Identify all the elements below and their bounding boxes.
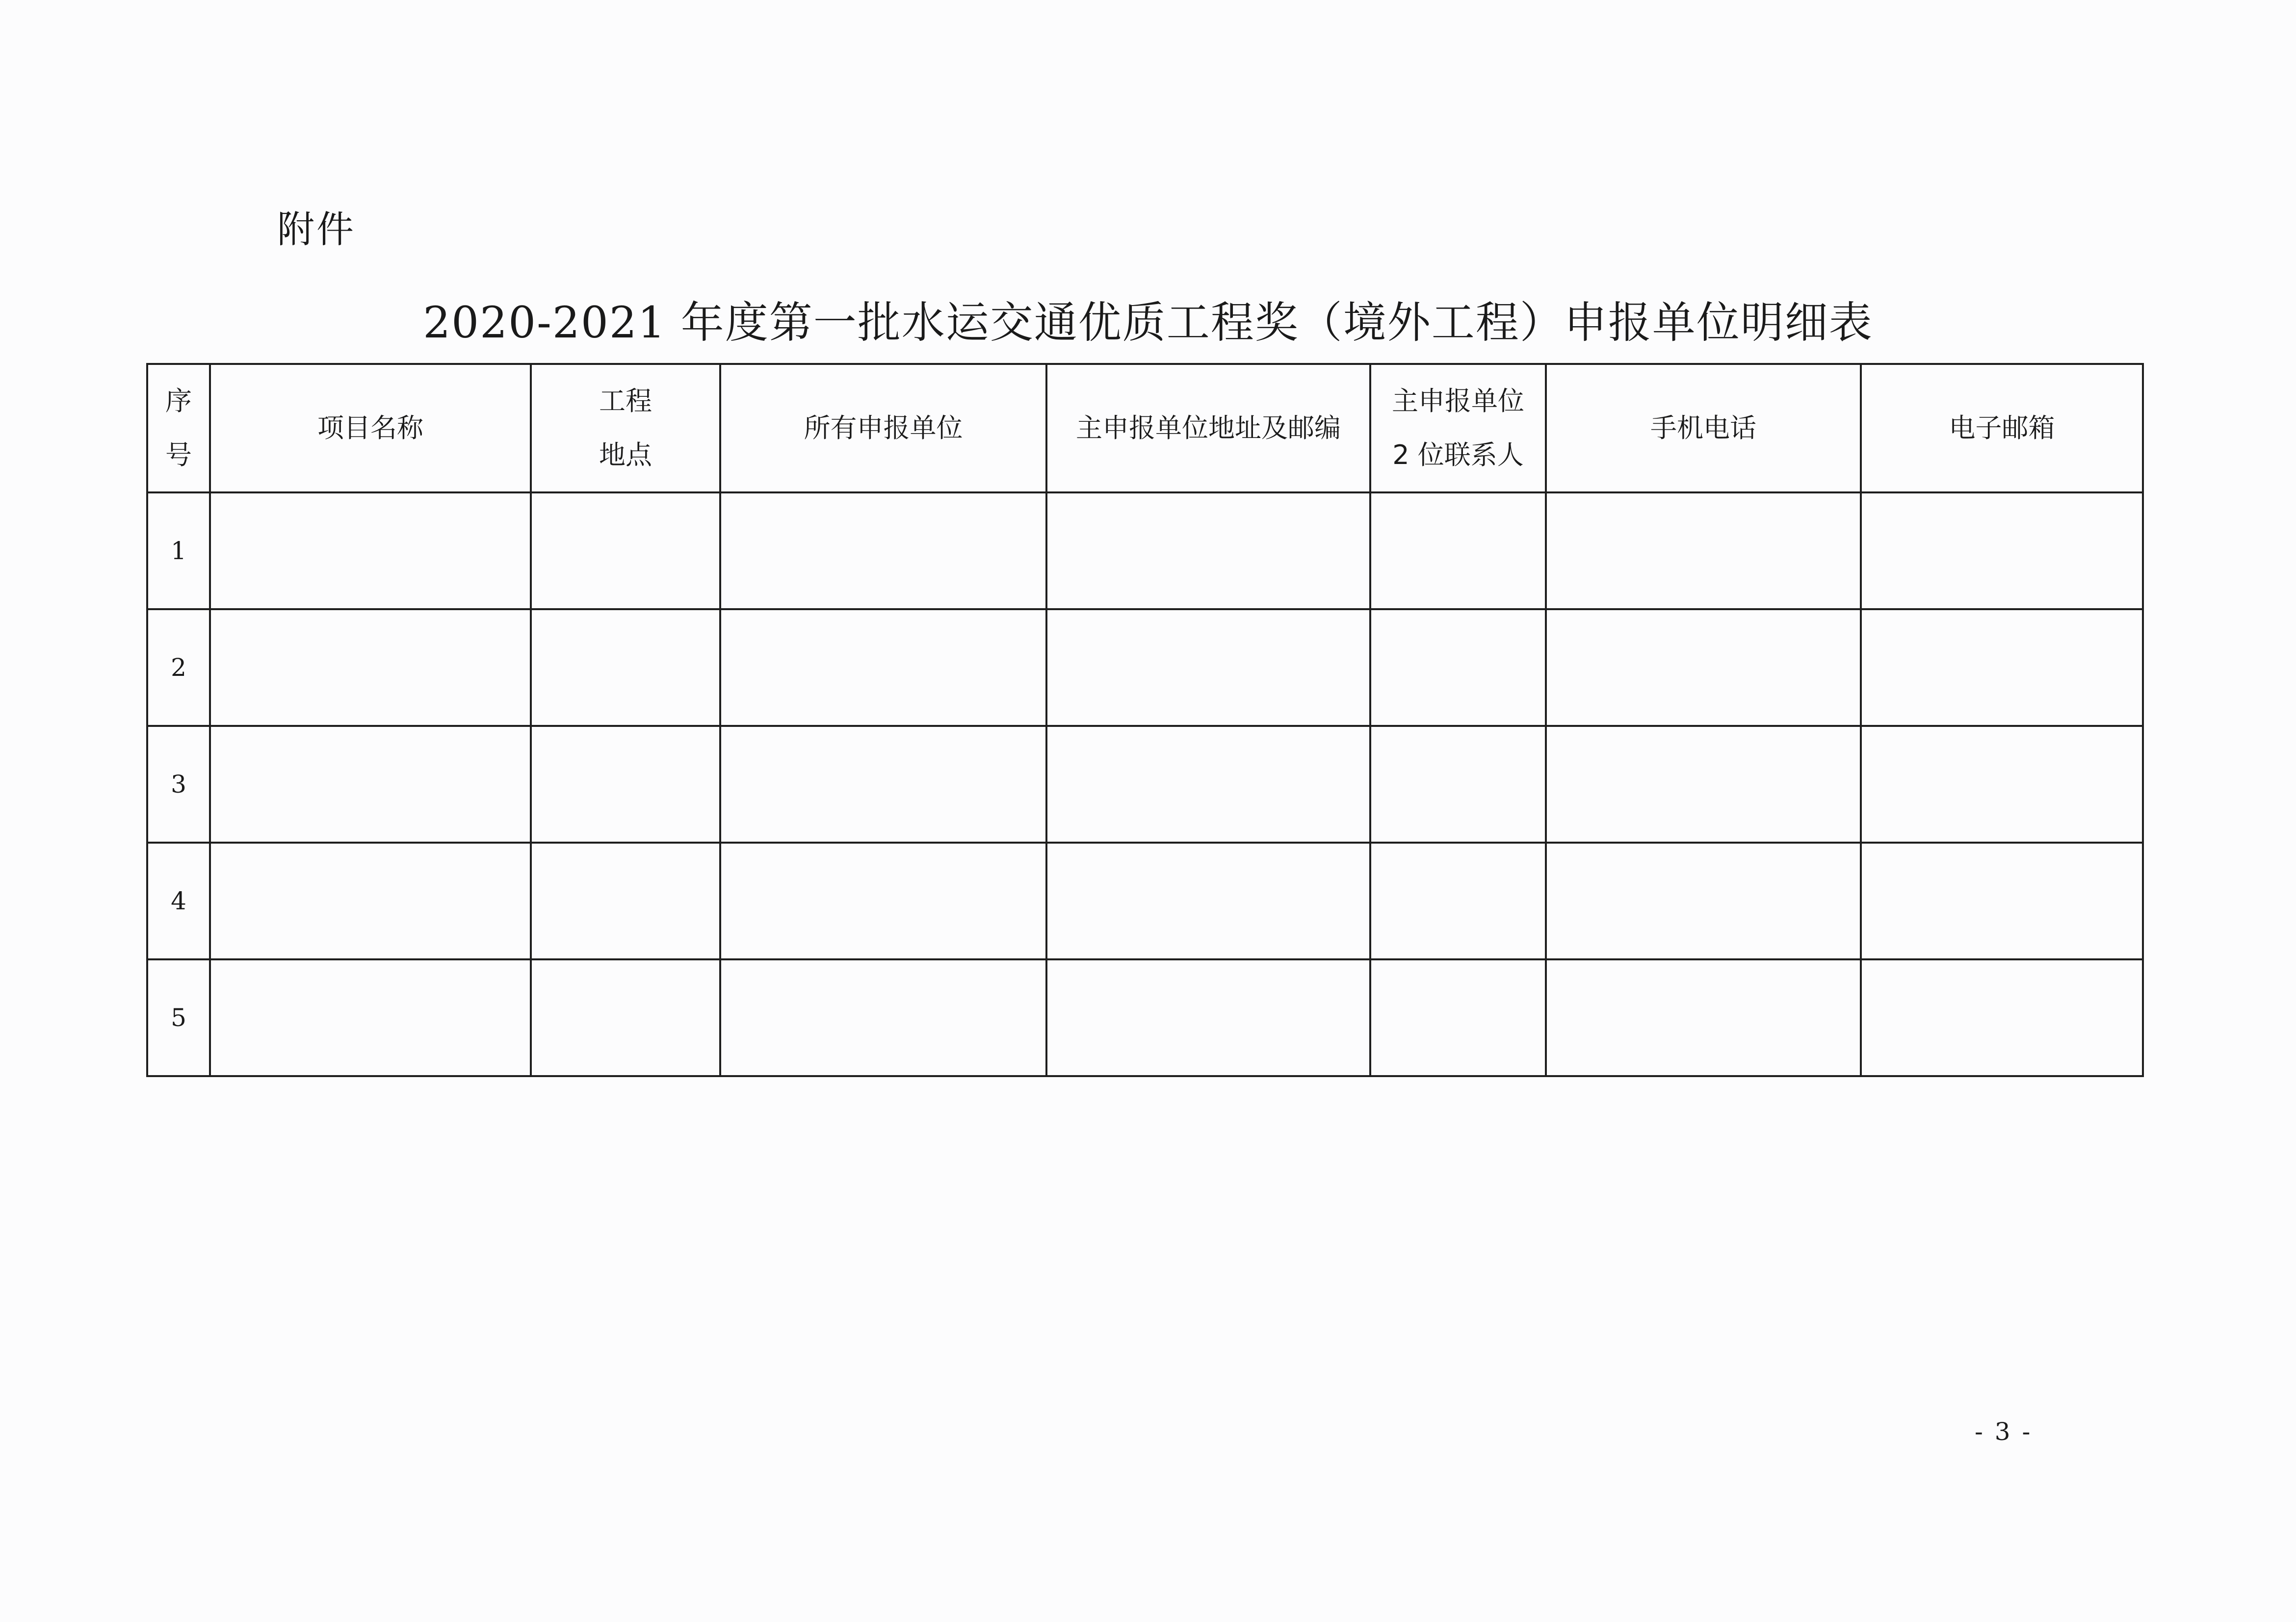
attachment-label: 附件 xyxy=(277,207,356,251)
header-all-applicants: 所有申报单位 xyxy=(720,364,1046,492)
address-cell[interactable] xyxy=(1046,843,1370,959)
all-applicants-cell[interactable] xyxy=(720,843,1046,959)
email-cell[interactable] xyxy=(1861,609,2143,726)
header-email: 电子邮箱 xyxy=(1861,364,2143,492)
project-name-cell[interactable] xyxy=(210,959,531,1076)
row-index: 1 xyxy=(147,492,210,609)
all-applicants-cell[interactable] xyxy=(720,726,1046,843)
phone-cell[interactable] xyxy=(1546,959,1861,1076)
address-cell[interactable] xyxy=(1046,726,1370,843)
project-name-cell[interactable] xyxy=(210,609,531,726)
table-row xyxy=(147,492,2143,609)
document-title: 2020-2021 年度第一批水运交通优质工程奖（境外工程）申报单位明细表 xyxy=(423,297,1873,348)
project-location-cell[interactable] xyxy=(531,492,720,609)
email-cell[interactable] xyxy=(1861,492,2143,609)
email-cell[interactable] xyxy=(1861,726,2143,843)
table-row xyxy=(147,726,2143,843)
project-location-cell[interactable] xyxy=(531,843,720,959)
row-index: 3 xyxy=(147,726,210,843)
project-location-cell[interactable] xyxy=(531,609,720,726)
all-applicants-cell[interactable] xyxy=(720,492,1046,609)
header-main-applicant-contacts: 主申报单位 2 位联系人 xyxy=(1370,364,1546,492)
all-applicants-cell[interactable] xyxy=(720,609,1046,726)
project-name-cell[interactable] xyxy=(210,492,531,609)
contacts-cell[interactable] xyxy=(1370,726,1546,843)
project-name-cell[interactable] xyxy=(210,726,531,843)
email-cell[interactable] xyxy=(1861,843,2143,959)
phone-cell[interactable] xyxy=(1546,843,1861,959)
row-index: 2 xyxy=(147,609,210,726)
address-cell[interactable] xyxy=(1046,609,1370,726)
project-location-cell[interactable] xyxy=(531,959,720,1076)
table-row xyxy=(147,609,2143,726)
table-header-row xyxy=(147,364,2143,492)
address-cell[interactable] xyxy=(1046,959,1370,1076)
header-project-name: 项目名称 xyxy=(210,364,531,492)
project-name-cell[interactable] xyxy=(210,843,531,959)
row-index: 5 xyxy=(147,959,210,1076)
applicant-detail-table xyxy=(146,363,2144,1077)
page-number: - 3 - xyxy=(1975,1417,2033,1446)
phone-cell[interactable] xyxy=(1546,726,1861,843)
phone-cell[interactable] xyxy=(1546,609,1861,726)
project-location-cell[interactable] xyxy=(531,726,720,843)
contacts-cell[interactable] xyxy=(1370,492,1546,609)
email-cell[interactable] xyxy=(1861,959,2143,1076)
phone-cell[interactable] xyxy=(1546,492,1861,609)
contacts-cell[interactable] xyxy=(1370,609,1546,726)
table-row xyxy=(147,959,2143,1076)
contacts-cell[interactable] xyxy=(1370,959,1546,1076)
all-applicants-cell[interactable] xyxy=(720,959,1046,1076)
table-row xyxy=(147,843,2143,959)
address-cell[interactable] xyxy=(1046,492,1370,609)
row-index: 4 xyxy=(147,843,210,959)
header-main-applicant-address: 主申报单位地址及邮编 xyxy=(1046,364,1370,492)
header-serial-number: 序 号 xyxy=(147,364,210,492)
header-project-location: 工程 地点 xyxy=(531,364,720,492)
header-mobile-phone: 手机电话 xyxy=(1546,364,1861,492)
contacts-cell[interactable] xyxy=(1370,843,1546,959)
